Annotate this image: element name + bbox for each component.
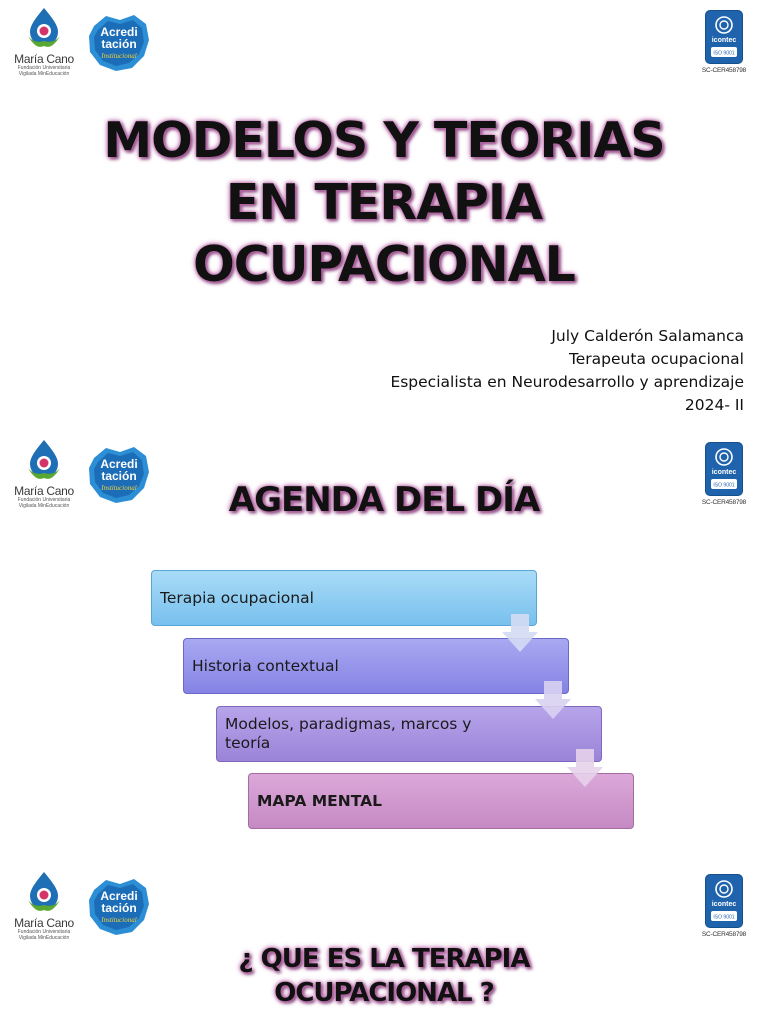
down-arrow-icon xyxy=(502,614,538,652)
svg-text:ISO 9001: ISO 9001 xyxy=(713,50,735,57)
icontec-logo xyxy=(700,874,748,938)
svg-text:Institucional: Institucional xyxy=(101,52,137,60)
svg-text:Acredi: Acredi xyxy=(100,889,138,903)
author-block xyxy=(390,325,744,417)
maria-cano-logo xyxy=(10,6,78,82)
maria-cano-sub: Fundación Universitaria xyxy=(17,929,71,935)
maria-cano-name: María Cano xyxy=(14,484,74,498)
maria-cano-emblem-icon xyxy=(24,6,64,52)
agenda-item-label: Historia contextual xyxy=(192,656,339,675)
svg-text:tación: tación xyxy=(101,37,137,51)
author-specialty: Especialista en Neurodesarrollo y aprendizaje xyxy=(390,373,744,391)
cert-code: SC-CER458798 xyxy=(701,499,747,506)
maria-cano-name: María Cano xyxy=(14,916,74,930)
author-role: Terapeuta ocupacional xyxy=(568,350,744,368)
presentation-title xyxy=(0,110,768,296)
author-period: 2024- II xyxy=(684,396,744,414)
question-line: OCUPACIONAL ? xyxy=(274,978,494,1008)
agenda-item-label: Terapia ocupacional xyxy=(160,588,314,607)
acreditacion-logo xyxy=(86,12,152,74)
svg-text:Acredi: Acredi xyxy=(100,457,138,471)
maria-cano-vigilada: Vigilada MinEducación xyxy=(18,503,70,509)
maria-cano-logo xyxy=(10,870,78,946)
maria-cano-sub: Fundación Universitaria xyxy=(17,65,71,71)
maria-cano-emblem-icon xyxy=(24,870,64,916)
acreditacion-logo xyxy=(86,876,152,938)
agenda-item-label: MAPA MENTAL xyxy=(257,791,382,810)
question-line: ¿ QUE ES LA TERAPIA xyxy=(238,944,530,974)
agenda-item-terapia-ocupacional xyxy=(151,570,537,626)
svg-text:icontec: icontec xyxy=(711,901,737,908)
question-title xyxy=(0,942,768,1010)
svg-text:tación: tación xyxy=(101,901,137,915)
maria-cano-vigilada: Vigilada MinEducación xyxy=(18,71,70,77)
slide-title xyxy=(0,0,768,432)
title-line: MODELOS Y TEORIAS xyxy=(103,112,665,169)
agenda-title: AGENDA DEL DÍA xyxy=(228,480,540,520)
svg-text:ISO 9001: ISO 9001 xyxy=(713,482,735,489)
title-line: EN TERAPIA xyxy=(225,174,543,231)
author-name: July Calderón Salamanca xyxy=(551,327,744,345)
icontec-badge-icon xyxy=(705,10,743,64)
acreditacion-badge-icon xyxy=(86,876,152,938)
svg-text:icontec: icontec xyxy=(711,37,737,44)
maria-cano-name: María Cano xyxy=(14,52,74,66)
svg-text:tación: tación xyxy=(101,469,137,483)
svg-text:Institucional: Institucional xyxy=(101,916,137,924)
icontec-logo xyxy=(700,10,748,74)
acreditacion-badge-icon xyxy=(86,12,152,74)
svg-text:icontec: icontec xyxy=(711,469,737,476)
down-arrow-icon xyxy=(567,749,603,787)
svg-text:Institucional: Institucional xyxy=(101,484,137,492)
maria-cano-vigilada: Vigilada MinEducación xyxy=(18,935,70,941)
svg-text:Acredi: Acredi xyxy=(100,25,138,39)
svg-text:ISO 9001: ISO 9001 xyxy=(713,914,735,921)
agenda-item-label: Modelos, paradigmas, marcos y teoría xyxy=(225,715,472,752)
cert-code: SC-CER458798 xyxy=(701,931,747,938)
title-line: OCUPACIONAL xyxy=(193,236,575,293)
cert-code: SC-CER458798 xyxy=(701,67,747,74)
maria-cano-sub: Fundación Universitaria xyxy=(17,497,71,503)
down-arrow-icon xyxy=(535,681,571,719)
icontec-badge-icon xyxy=(705,874,743,928)
